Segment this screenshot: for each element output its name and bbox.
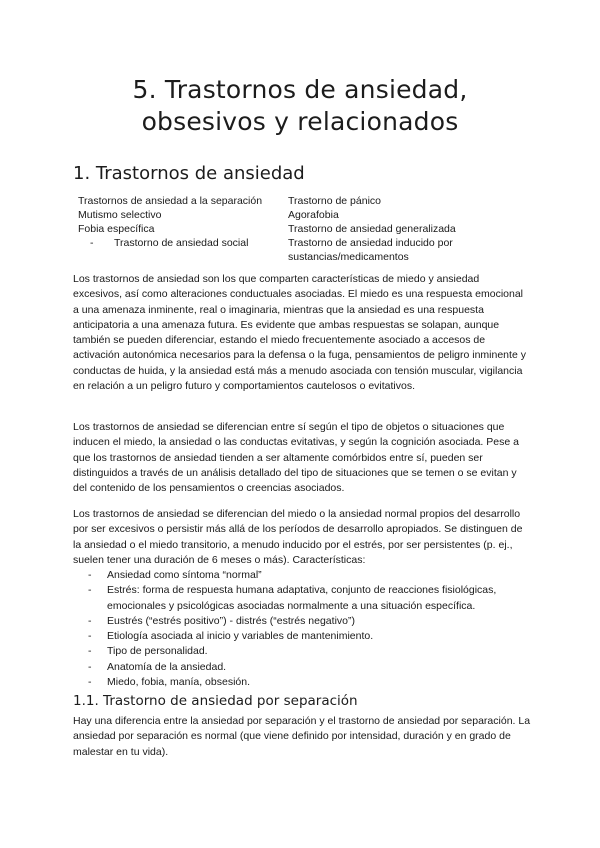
list-item: Mutismo selectivo xyxy=(78,209,162,221)
list-item: Trastorno de pánico xyxy=(288,195,381,207)
list-item: Trastorno de ansiedad inducido por sustancias/medicamentos xyxy=(288,237,453,263)
title-line-1: 5. Trastornos de ansiedad, xyxy=(132,75,468,104)
list-item: Fobia específica xyxy=(78,223,155,235)
paragraph-definition: Los trastornos de ansiedad son los que comparten características de miedo y ansiedad excesivos, así como alteraciones conductuales asociadas. El miedo es una respuesta emocional a una amenaza inminente, real o imaginaria, mientras que la ansiedad es una respuesta anticipatoria a una amenaza futura. Es evidente que ambas respuestas se solapan, aunque también se pueden diferenciar, estando el miedo frecuentemente asociado a accesos de activación autonómica necesarios para la defensa o la fuga, pensamientos de peligro inminente y conductas de huida, y la ansiedad está más a menudo asociada con tensión muscular, vigilancia en relación a un peligro futuro y comportamientos cautelosos o evitativos. xyxy=(73,273,526,393)
list-item: - Ansiedad como síntoma “normal” xyxy=(88,568,538,583)
list-subitem: - Trastorno de ansiedad social xyxy=(78,236,283,250)
disorders-list-left xyxy=(78,194,283,250)
list-item: - Tipo de personalidad. xyxy=(88,644,538,659)
list-item: Trastornos de ansiedad a la separación xyxy=(78,195,263,207)
list-item: - Etiología asociada al inicio y variables de mantenimiento. xyxy=(88,629,538,644)
list-item: Trastorno de ansiedad generalizada xyxy=(288,223,456,235)
list-item: - Eustrés (“estrés positivo”) - distrés (“estrés negativo”) xyxy=(88,614,538,629)
list-item: - Anatomía de la ansiedad. xyxy=(88,660,538,675)
section-heading: 1. Trastornos de ansiedad xyxy=(73,163,305,184)
paragraph-characteristics: Los trastornos de ansiedad se diferencian del miedo o la ansiedad normal propios del desarrollo por ser excesivos o persistir más allá de los períodos de desarrollo apropiados. Se distinguen de la ansiedad o el miedo transitorio, a menudo inducido por el estrés, por ser persistentes (p. ej., suelen tener una duración de 6 meses o más). Características: xyxy=(73,508,523,566)
paragraph-differences: Los trastornos de ansiedad se diferencian entre sí según el tipo de objetos o situaciones que inducen el miedo, la ansiedad o las conductas evitativas, y según la cognición asociada. Pese a que los trastornos de ansiedad tienden a ser altamente comórbidos entre sí, pueden ser distinguidos a través de un análisis detallado del tipo de situaciones que se temen o se evitan y del contenido de los pensamientos o creencias asociados. xyxy=(73,421,519,495)
characteristics-list xyxy=(88,568,538,690)
list-item: - Estrés: forma de respuesta humana adaptativa, conjunto de reacciones fisiológicas, emocionales y psicológicas asociadas normalmente a una situación específica. xyxy=(88,583,538,614)
subsection-heading: 1.1. Trastorno de ansiedad por separación xyxy=(73,693,358,709)
title-line-2: obsesivos y relacionados xyxy=(141,107,459,136)
disorders-list-right xyxy=(288,194,488,264)
paragraph-separation-anxiety: Hay una diferencia entre la ansiedad por separación y el trastorno de ansiedad por separación. La ansiedad por separación es normal (que viene definido por intensidad, duración y en grado de malestar en tu vida). xyxy=(73,715,531,758)
list-item: Agorafobia xyxy=(288,209,339,221)
list-item: - Miedo, fobia, manía, obsesión. xyxy=(88,675,538,690)
page-title xyxy=(40,74,560,138)
